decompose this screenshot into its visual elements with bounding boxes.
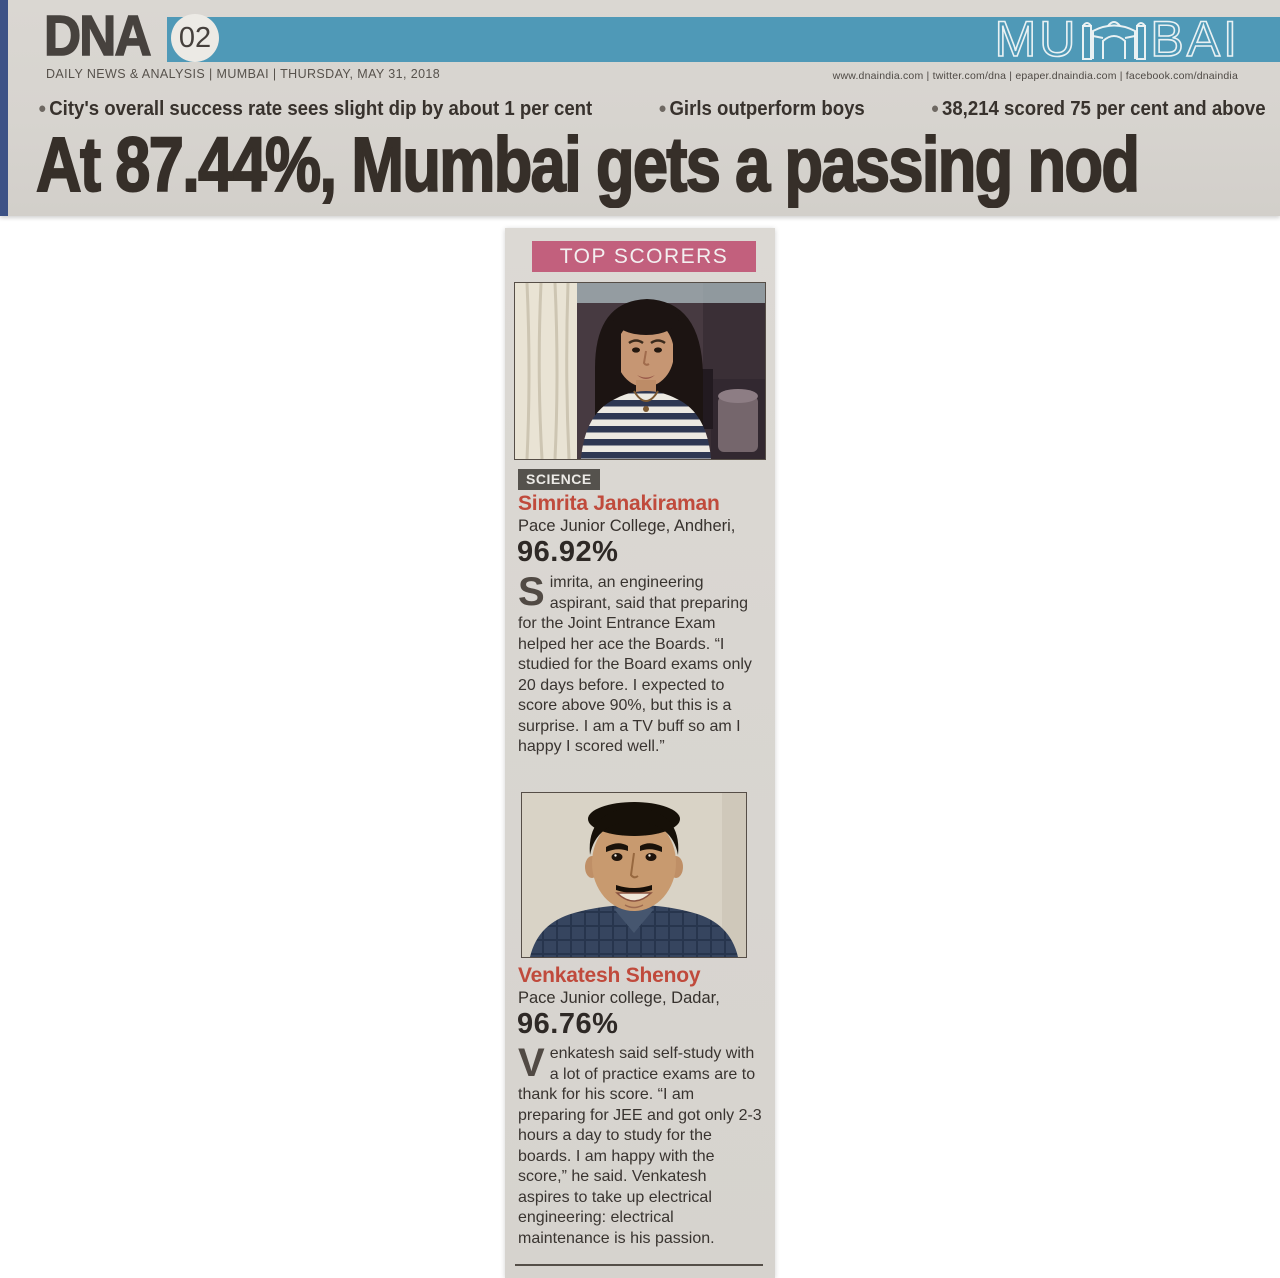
city-masthead [994, 11, 1240, 67]
drop-cap: V [518, 1041, 545, 1085]
scorer-score: 96.76% [517, 1008, 619, 1040]
bottom-rule [515, 1264, 763, 1266]
city-left-text: MU [994, 11, 1079, 67]
simrita-portrait-illustration [515, 283, 765, 459]
bullet-icon: ● [658, 100, 667, 117]
masthead [0, 0, 1280, 216]
top-scorers-column [505, 228, 775, 1278]
venkatesh-photo [521, 792, 747, 958]
masthead-blue-bar [167, 11, 1280, 67]
bullet-text: Girls outperform boys [669, 98, 865, 120]
science-tag: SCIENCE [518, 469, 600, 490]
bullet-icon: ● [38, 100, 47, 117]
scorer-score: 96.92% [517, 536, 619, 568]
masthead-tagline: DAILY NEWS & ANALYSIS | MUMBAI | THURSDAY, MAY 31, 2018 [46, 67, 441, 81]
bullet-item [658, 98, 865, 121]
drop-cap: S [518, 570, 545, 614]
scorer-college: Pace Junior College, Andheri, [518, 517, 736, 535]
quote-text: enkatesh said self-study with a lot of practice exams are to thank for his score. “I am preparing for JEE and got only 2-3 hours a day to study for the boards. I am happy with the score,” he said. Venkatesh aspires to take up electrical engineering: electrical maintenance is his passion. [518, 1045, 762, 1247]
bullet-text: City's overall success rate sees slight dip by about 1 per cent [49, 98, 593, 120]
top-scorers-banner: TOP SCORERS [532, 241, 756, 272]
venkatesh-portrait-illustration [522, 793, 746, 957]
scorer-name: Simrita Janakiraman [518, 492, 720, 515]
scorer-name: Venkatesh Shenoy [518, 964, 701, 987]
scorer-college: Pace Junior college, Dadar, [518, 989, 720, 1007]
simrita-photo [514, 282, 766, 460]
scorer-quote [518, 570, 762, 758]
bullet-text: 38,214 scored 75 per cent and above [941, 98, 1266, 120]
main-headline: At 87.44%, Mumbai gets a passing nod [36, 122, 1139, 208]
city-right-text: BAI [1150, 11, 1240, 67]
scorer-quote [518, 1041, 762, 1249]
spine-strip [0, 0, 8, 216]
page-number: 02 [178, 21, 212, 54]
bullet-item [931, 98, 1266, 121]
subhead-bullets [38, 98, 1266, 121]
bullet-icon: ● [930, 100, 940, 117]
dna-logo: DNA [44, 4, 150, 68]
page-number-badge [171, 14, 219, 62]
quote-text: imrita, an engineering aspirant, said that preparing for the Joint Entrance Exam helped her ace the Boards. “I studied for the Board exams only 20 days before. I expected to score above 90%, but this is a surprise. I am a TV buff so am I happy I scored well.” [518, 574, 752, 755]
bullet-item [38, 98, 592, 121]
masthead-links: www.dnaindia.com | twitter.com/dna | epaper.dnaindia.com | facebook.com/dnaindia [832, 70, 1238, 82]
gateway-of-india-icon [1082, 16, 1146, 60]
